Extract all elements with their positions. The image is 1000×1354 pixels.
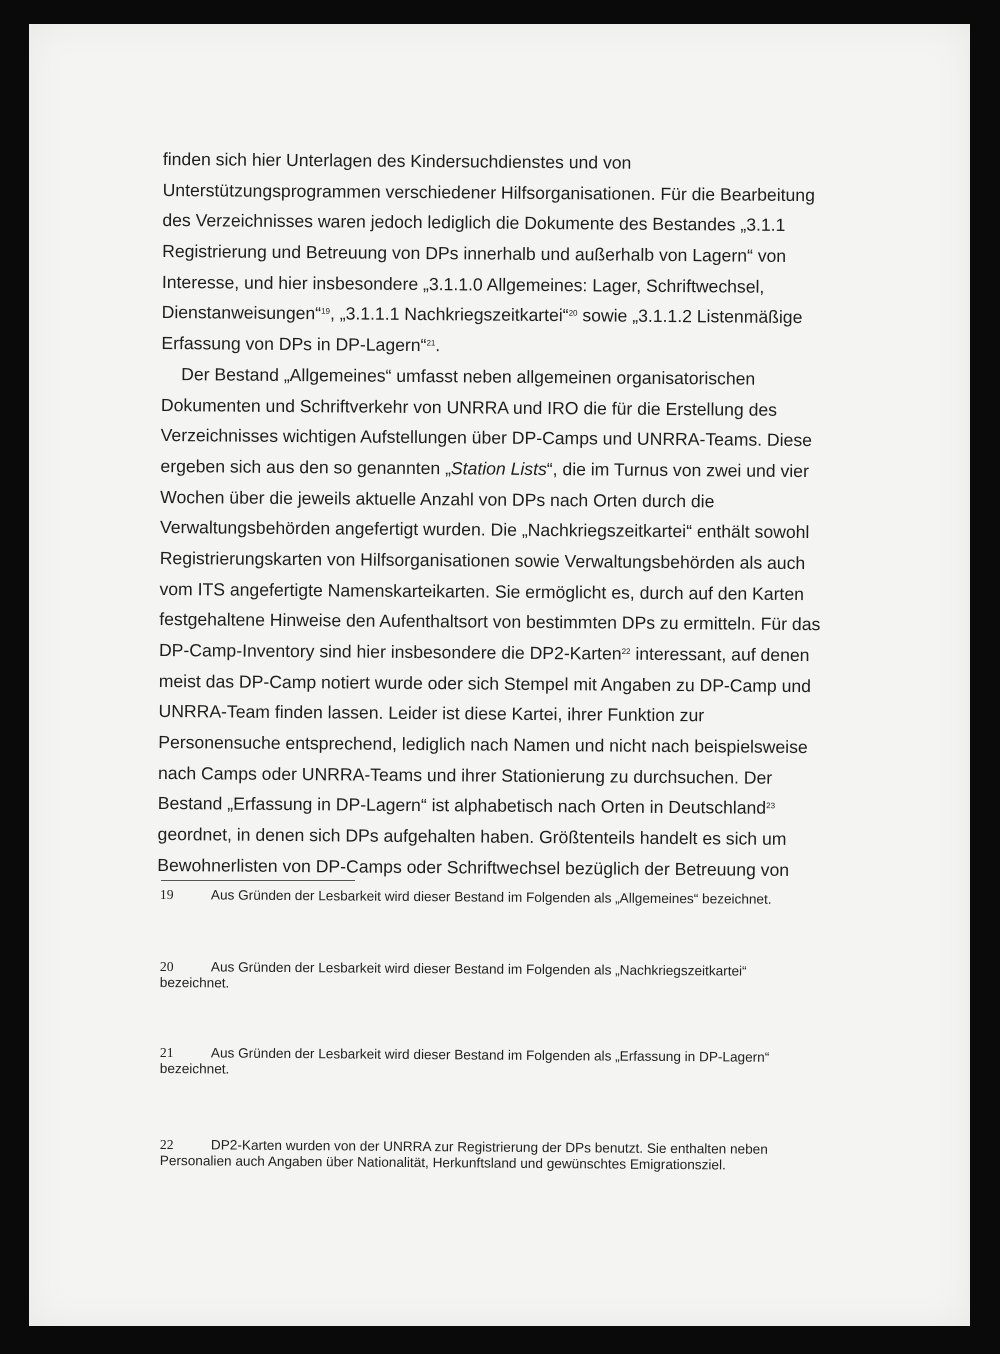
footnote-text: DP2-Karten wurden von der UNRRA zur Registrierung der DPs benutzt. Sie enthalten neben — [210, 1137, 768, 1157]
footnote-number: 19 — [159, 887, 174, 903]
text-line: Dienstanweisungen“$^{19}$, „3.1.1.1 Nachkriegszeitkartei“$^{20}$ sowie „3.1.1.2 Listenmäßige — [161, 302, 803, 328]
text-line: DP-Camp-Inventory sind hier insbesondere die DP2-Karten$^{22}$ interessant, auf denen — [158, 639, 810, 666]
footnote-21 — [160, 1045, 828, 1082]
text-line: Dokumenten und Schriftverkehr von UNRRA und IRO die für die Erstellung des — [160, 394, 778, 420]
footnote-text-continued: bezeichnet. — [159, 1060, 230, 1077]
footnote-22 — [160, 1137, 828, 1174]
text-line: geordnet, in denen sich DPs aufgehalten haben. Größtenteils handelt es sich um — [157, 824, 787, 850]
footnote-text: Aus Gründen der Lesbarkeit wird dieser Bestand im Folgenden als „Allgemeines“ bezeichnet. — [210, 887, 772, 907]
footnote-19 — [160, 887, 828, 908]
text-line: Bestand „Erfassung in DP-Lagern“ ist alphabetisch nach Orten in Deutschland$^{23}$ — [157, 793, 776, 819]
footnote-ref-21[interactable]: 21 — [426, 338, 436, 348]
station-lists-term: Station Lists — [450, 458, 547, 479]
text-line: Der Bestand „Allgemeines“ umfasst neben allgemeinen organisatorischen — [181, 363, 756, 389]
footnote-20 — [160, 959, 828, 996]
text-line: Bewohnerlisten von DP-Camps oder Schriftwechsel bezüglich der Betreuung von — [157, 854, 790, 880]
document-page — [29, 24, 970, 1326]
text-line: meist das DP-Camp notiert wurde oder sich Stempel mit Angaben zu DP-Camp und — [158, 670, 812, 696]
text-line: Wochen über die jeweils aktuelle Anzahl von DPs nach Orten durch die — [160, 486, 715, 511]
footnote-ref-20[interactable]: 20 — [568, 309, 578, 319]
text-line: ergeben sich aus den so genannten „Station Lists“, die im Turnus von zwei und vier — [160, 455, 809, 481]
text-line: nach Camps oder UNRRA-Teams und ihrer Stationierung zu durchsuchen. Der — [157, 762, 773, 788]
text-line: Verwaltungsbehörden angefertigt wurden. Die „Nachkriegszeitkartei“ enthält sowohl — [159, 517, 810, 543]
footnote-number: 22 — [159, 1137, 174, 1153]
footnote-ref-19[interactable]: 19 — [321, 307, 331, 317]
text-line: vom ITS angefertigte Namenskarteikarten. Sie ermöglicht es, durch auf den Karten — [159, 578, 805, 604]
text-line: Erfassung von DPs in DP-Lagern“$^{21}$. — [161, 333, 441, 356]
footnote-text: Aus Gründen der Lesbarkeit wird dieser Bestand im Folgenden als „Nachkriegszeitkartei“ — [210, 959, 747, 979]
text-line: Registrierung und Betreuung von DPs innerhalb und außerhalb von Lagern“ von — [162, 241, 787, 266]
text-line: festgehaltene Hinweise den Aufenthaltsort von bestimmten DPs zu ermitteln. Für das — [159, 609, 821, 635]
text-line: UNRRA-Team finden lassen. Leider ist diese Kartei, ihrer Funktion zur — [158, 701, 705, 726]
footnote-ref-22[interactable]: 22 — [621, 647, 631, 657]
text-line: Personensuche entsprechend, lediglich nach Namen und nicht nach beispielsweise — [158, 732, 808, 758]
text-line: Unterstützungsprogrammen verschiedener Hilfsorganisationen. Für die Bearbeitung — [162, 179, 815, 205]
body-text — [157, 144, 833, 886]
footnote-number: 21 — [159, 1045, 174, 1061]
text-line: Verzeichnisses wichtigen Aufstellungen über DP-Camps und UNRRA-Teams. Diese — [160, 425, 813, 451]
footnote-separator — [161, 880, 355, 881]
footnote-number: 20 — [159, 959, 174, 975]
footnote-text-continued: bezeichnet. — [159, 974, 230, 991]
text-line: Interesse, und hier insbesondere „3.1.1.0 Allgemeines: Lager, Schriftwechsel, — [161, 271, 765, 297]
text-line: finden sich hier Unterlagen des Kindersuchdienstes und von — [162, 148, 632, 173]
text-line: Registrierungskarten von Hilfsorganisationen sowie Verwaltungsbehörden als auch — [159, 547, 806, 573]
footnote-text: Aus Gründen der Lesbarkeit wird dieser Bestand im Folgenden als „Erfassung in DP-Lagern“ — [210, 1045, 770, 1065]
text-line: des Verzeichnisses waren jedoch lediglich die Dokumente des Bestandes „3.1.1 — [162, 210, 786, 236]
footnote-text-continued: Personalien auch Angaben über Nationalität, Herkunftsland und gewünschtes Emigrationsziel. — [159, 1152, 726, 1173]
footnote-ref-23[interactable]: 23 — [766, 801, 776, 811]
